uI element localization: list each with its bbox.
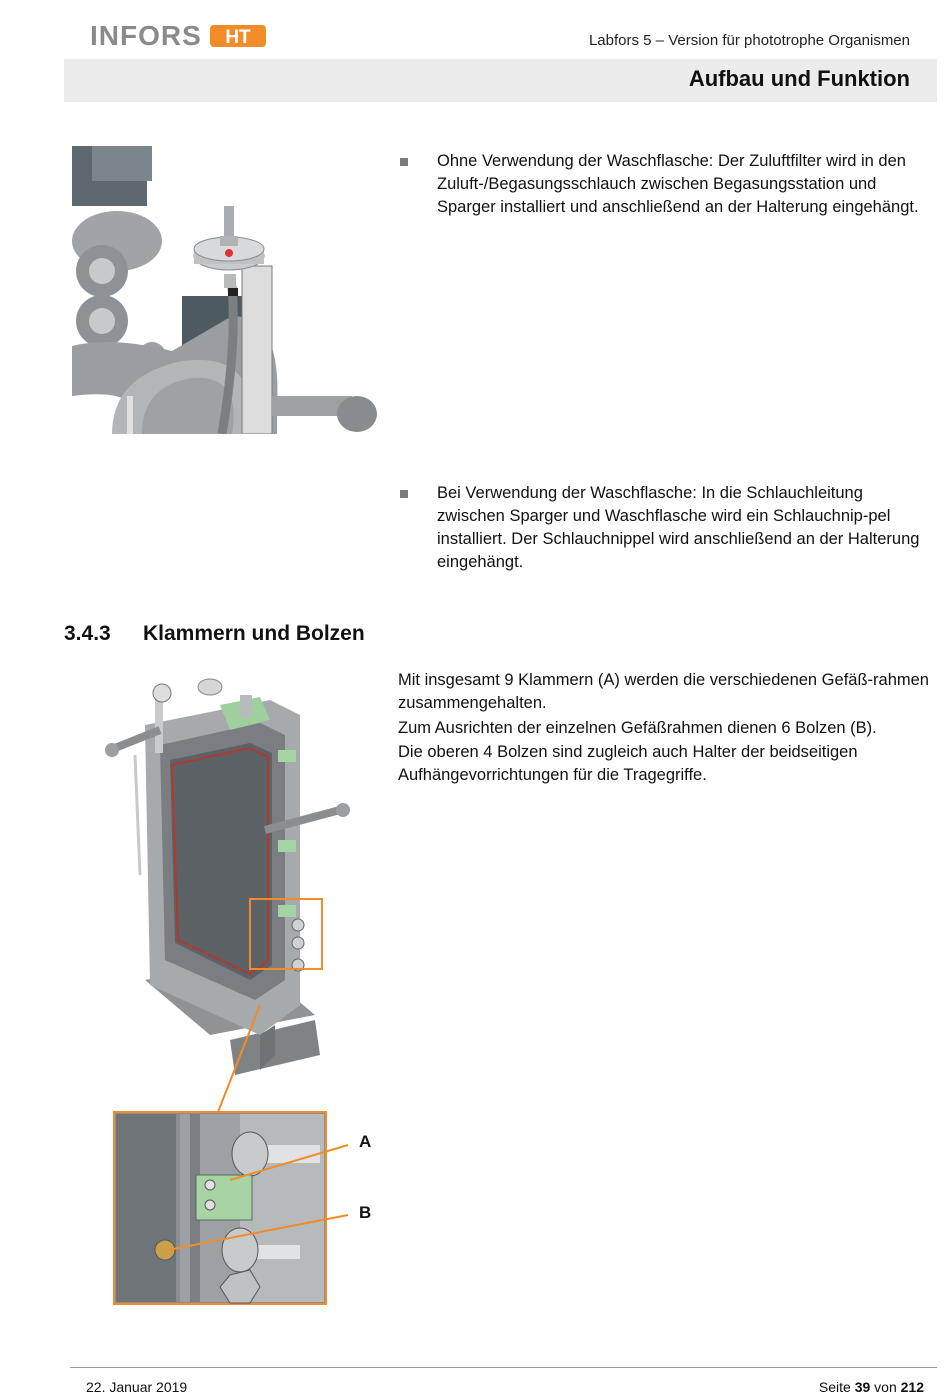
logo-wordmark: INFORS	[90, 20, 202, 51]
bullet-item	[400, 482, 930, 574]
bullet-text: Bei Verwendung der Waschflasche: In die Schlauchleitung zwischen Sparger und Waschflasche wird ein Schlauchnip-pel installiert. Der Schlauchnippel wird anschließend an der Halterung eingehängt.	[437, 484, 920, 571]
section-header-title: Aufbau und Funktion	[688, 66, 910, 91]
document-title: Labfors 5 – Version für phototrophe Organismen	[588, 32, 910, 49]
svg-text:HT: HT	[225, 27, 251, 48]
logo-ht-mark	[210, 23, 268, 49]
page-prefix: Seite	[818, 1379, 851, 1395]
section-number: 3.4.3	[64, 622, 111, 645]
bullet-text: Ohne Verwendung der Waschflasche: Der Zuluftfilter wird in den Zuluft-/Begasungsschlauch zwischen Begasungsstation und Sparger installiert und anschließend an der Halterung eingehängt.	[437, 152, 919, 216]
paragraph: Die oberen 4 Bolzen sind zugleich auch Halter der beidseitigen Aufhängevorrichtungen für die Tragegriffe.	[398, 743, 858, 784]
figure-air-filter	[72, 146, 378, 434]
page-total: 212	[900, 1379, 924, 1395]
paragraph: Zum Ausrichten der einzelnen Gefäßrahmen dienen 6 Bolzen (B).	[398, 719, 877, 737]
infors-ht-logo	[90, 20, 268, 52]
page-separator: von	[874, 1379, 897, 1395]
callout-label-b: B	[359, 1203, 372, 1222]
bullet-item	[400, 150, 930, 219]
bullet-square-icon	[400, 158, 408, 166]
page-current: 39	[854, 1379, 871, 1395]
footer-page-number	[819, 1379, 924, 1395]
paragraph: Mit insgesamt 9 Klammern (A) werden die verschiedenen Gefäß-rahmen zusammengehalten.	[398, 671, 929, 712]
bullet-square-icon	[400, 490, 408, 498]
callout-label-a: A	[359, 1132, 372, 1151]
figure-vessel-clamps-bolts	[100, 675, 390, 1315]
footer-divider	[70, 1367, 937, 1368]
footer-date: 22. Januar 2019	[86, 1379, 188, 1395]
section-title: Klammern und Bolzen	[143, 622, 365, 645]
